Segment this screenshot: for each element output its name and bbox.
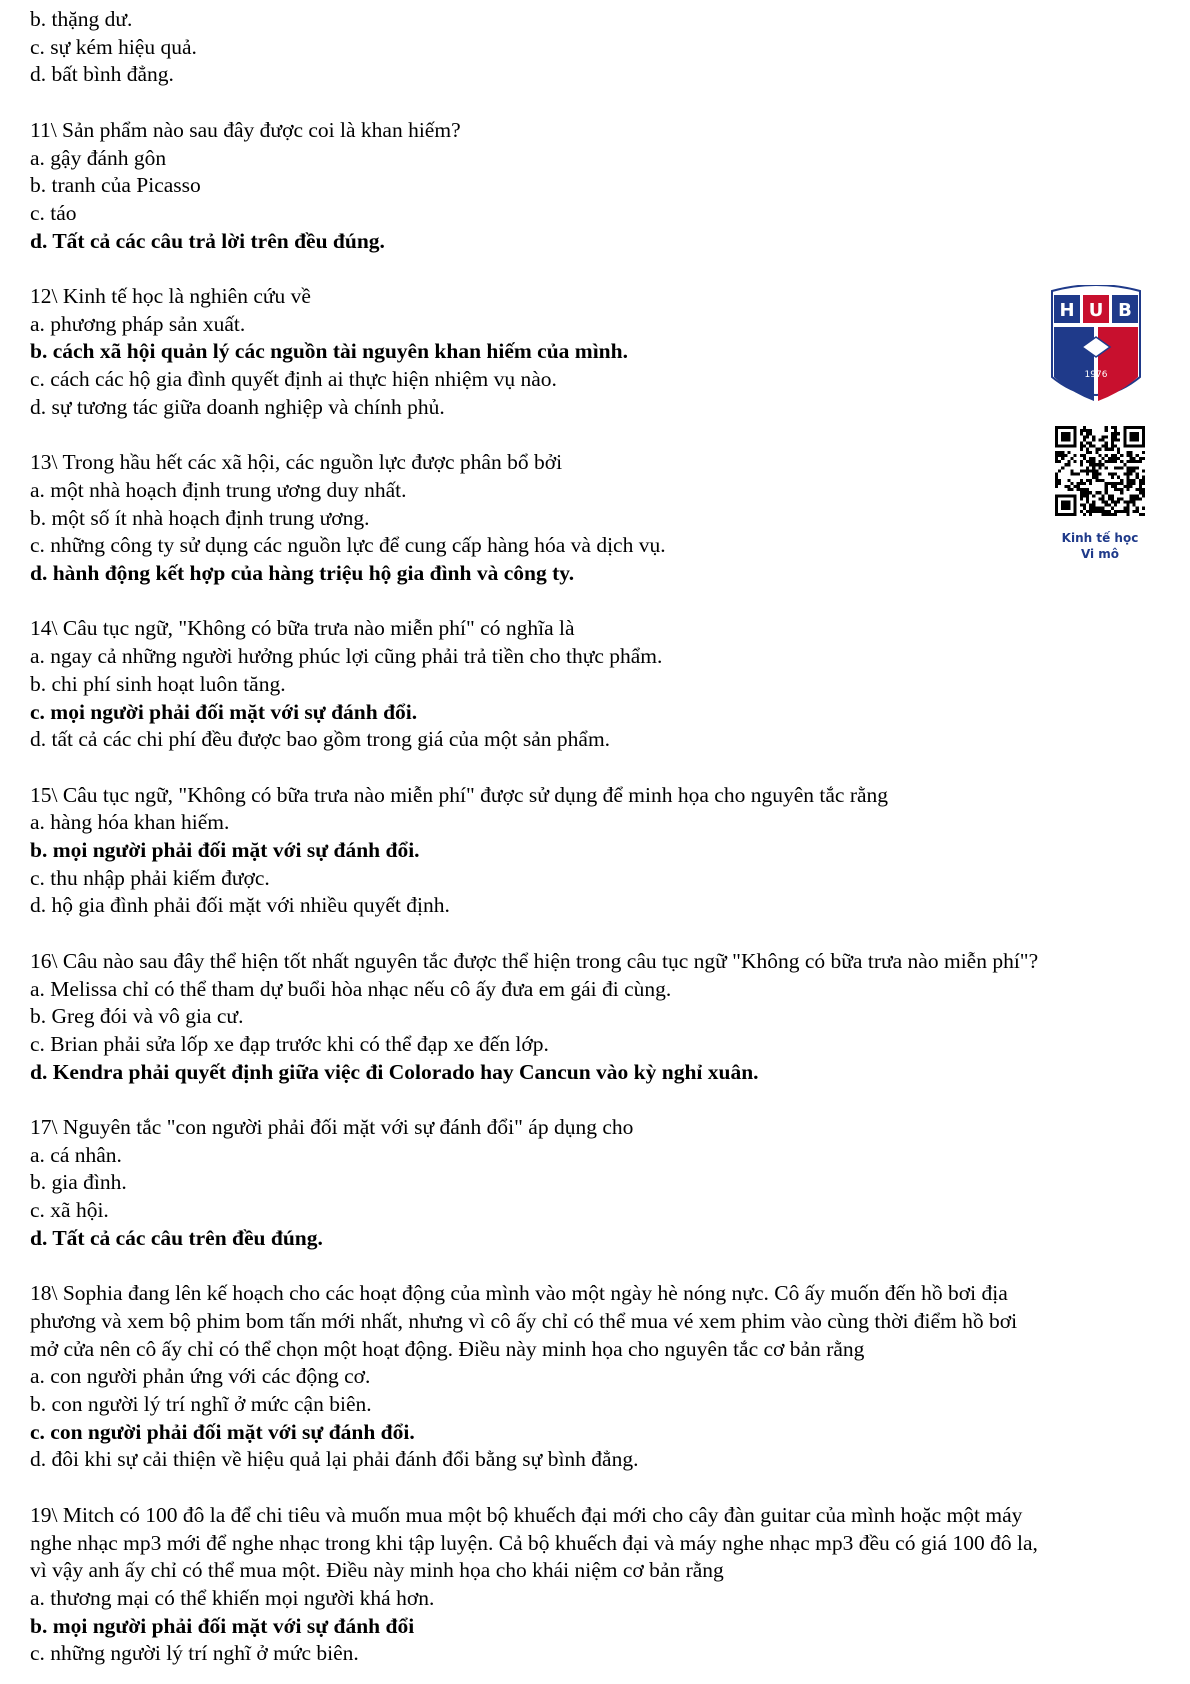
- blank-line: [30, 588, 1180, 616]
- text-line: 12\ Kinh tế học là nghiên cứu về: [30, 284, 311, 308]
- logo-year: 1976: [1084, 370, 1108, 380]
- hub-logo: [1048, 285, 1144, 423]
- text-line: a. phương pháp sản xuất.: [30, 311, 246, 336]
- text-line: 16\ Câu nào sau đây thể hiện tốt nhất nguyên tắc được thể hiện trong câu tục ngữ "Không có bữa trưa nào miễn phí"?: [30, 948, 1039, 973]
- text-line: d. hộ gia đình phải đối mặt với nhiều quyết định.: [30, 893, 450, 918]
- answer-line-correct: d. Kendra phải quyết định giữa việc đi Colorado hay Cancun vào kỳ nghỉ xuân.: [30, 1059, 759, 1084]
- text-line: b. chi phí sinh hoạt luôn tăng.: [30, 671, 286, 696]
- text-line: nghe nhạc mp3 mới để nghe nhạc trong khi tập luyện. Cả bộ khuếch đại và máy nghe nhạc mp3 đều có giá 100 đô la,: [30, 1530, 1038, 1555]
- text-line: vì vậy anh ấy chỉ có thể mua một. Điều này minh họa cho khái niệm cơ bản rằng: [30, 1558, 724, 1583]
- text-line: d. tất cả các chi phí đều được bao gồm trong giá của một sản phẩm.: [30, 727, 611, 752]
- text-line: mở cửa nên cô ấy chỉ có thể chọn một hoạt động. Điều này minh họa cho nguyên tắc cơ bản rằng: [30, 1336, 865, 1361]
- text-line: b. Greg đói và vô gia cư.: [30, 1004, 244, 1029]
- logo-letter-u: U: [1088, 300, 1104, 321]
- blank-line: [30, 89, 1180, 117]
- blank-line: [30, 1086, 1180, 1114]
- answer-line-correct: b. mọi người phải đối mặt với sự đánh đổi: [30, 1613, 415, 1638]
- text-line: d. sự tương tác giữa doanh nghiệp và chính phủ.: [30, 394, 445, 419]
- text-line: b. thặng dư.: [30, 7, 133, 31]
- blank-line: [30, 1253, 1180, 1281]
- caption-line-1: Kinh tế học: [1061, 531, 1139, 545]
- text-line: 14\ Câu tục ngữ, "Không có bữa trưa nào miễn phí" có nghĩa là: [30, 616, 575, 641]
- logo-lower-left: [1054, 327, 1094, 401]
- text-line: 18\ Sophia đang lên kế hoạch cho các hoạt động của mình vào một ngày hè nóng nực. Cô ấy muốn đến hồ bơi địa: [30, 1281, 1008, 1306]
- text-line: c. những công ty sử dụng các nguồn lực để cung cấp hàng hóa và dịch vụ.: [30, 533, 666, 558]
- text-line: a. gậy đánh gôn: [30, 145, 167, 170]
- text-line: c. xã hội.: [30, 1198, 109, 1223]
- text-line: d. đôi khi sự cải thiện về hiệu quả lại phải đánh đổi bằng sự bình đẳng.: [30, 1447, 639, 1472]
- blank-line: [30, 422, 1180, 450]
- logo-letter-h: H: [1059, 300, 1075, 321]
- text-line: a. ngay cả những người hưởng phúc lợi cũng phải trả tiền cho thực phẩm.: [30, 644, 663, 669]
- text-line: a. Melissa chỉ có thể tham dự buổi hòa nhạc nếu cô ấy đưa em gái đi cùng.: [30, 976, 672, 1001]
- text-line: b. con người lý trí nghĩ ở mức cận biên.: [30, 1392, 372, 1417]
- answer-line-correct: d. hành động kết hợp của hàng triệu hộ gia đình và công ty.: [30, 561, 575, 586]
- answer-line-correct: b. mọi người phải đối mặt với sự đánh đổi.: [30, 838, 420, 863]
- text-line: 19\ Mitch có 100 đô la để chi tiêu và muốn mua một bộ khuếch đại mới cho cây đàn guitar của mình hoặc một máy: [30, 1502, 1023, 1527]
- text-line: b. tranh của Picasso: [30, 173, 201, 198]
- text-line: a. một nhà hoạch định trung ương duy nhất.: [30, 477, 407, 502]
- text-line: b. một số ít nhà hoạch định trung ương.: [30, 505, 370, 530]
- answer-line-correct: d. Tất cả các câu trả lời trên đều đúng.: [30, 228, 385, 253]
- text-line: 11\ Sản phẩm nào sau đây được coi là khan hiếm?: [30, 117, 461, 142]
- caption-line-2: Vi mô: [1080, 547, 1120, 561]
- text-line: a. thương mại có thể khiến mọi người khá hơn.: [30, 1585, 435, 1610]
- answer-line-correct: c. con người phải đối mặt với sự đánh đổi.: [30, 1419, 415, 1444]
- text-line: c. những người lý trí nghĩ ở mức biên.: [30, 1641, 359, 1666]
- logo-lower-right: [1098, 327, 1138, 401]
- answer-line-correct: c. mọi người phải đối mặt với sự đánh đổi.: [30, 699, 418, 724]
- text-line: a. cá nhân.: [30, 1142, 122, 1167]
- blank-line: [30, 1474, 1180, 1502]
- blank-line: [30, 255, 1180, 283]
- text-line: 15\ Câu tục ngữ, "Không có bữa trưa nào miễn phí" được sử dụng để minh họa cho nguyên tắc rằng: [30, 782, 889, 807]
- text-line: c. Brian phải sửa lốp xe đạp trước khi có thể đạp xe đến lớp.: [30, 1031, 549, 1056]
- text-line: phương và xem bộ phim bom tấn mới nhất, nhưng vì cô ấy chỉ có thể mua vé xem phim vào cùng thời điểm hồ bơi: [30, 1308, 1018, 1333]
- logo-letter-b: B: [1118, 300, 1132, 321]
- text-line: c. thu nhập phải kiếm được.: [30, 865, 270, 890]
- text-line: c. cách các hộ gia đình quyết định ai thực hiện nhiệm vụ nào.: [30, 367, 557, 392]
- logo-caption: [1040, 530, 1160, 562]
- qr-code-icon: [1055, 426, 1145, 516]
- answer-line-correct: d. Tất cả các câu trên đều đúng.: [30, 1225, 323, 1250]
- blank-line: [30, 754, 1180, 782]
- blank-line: [30, 920, 1180, 948]
- text-line: c. sự kém hiệu quả.: [30, 34, 197, 59]
- text-line: 17\ Nguyên tắc "con người phải đối mặt với sự đánh đổi" áp dụng cho: [30, 1115, 634, 1140]
- document-body: [30, 6, 1180, 1668]
- text-line: 13\ Trong hầu hết các xã hội, các nguồn lực được phân bổ bởi: [30, 450, 563, 475]
- answer-line-correct: b. cách xã hội quản lý các nguồn tài nguyên khan hiếm của mình.: [30, 339, 628, 364]
- text-line: a. con người phản ứng với các động cơ.: [30, 1364, 371, 1389]
- text-line: d. bất bình đẳng.: [30, 62, 174, 87]
- text-line: c. táo: [30, 200, 77, 225]
- text-line: a. hàng hóa khan hiếm.: [30, 810, 230, 835]
- text-line: b. gia đình.: [30, 1170, 127, 1195]
